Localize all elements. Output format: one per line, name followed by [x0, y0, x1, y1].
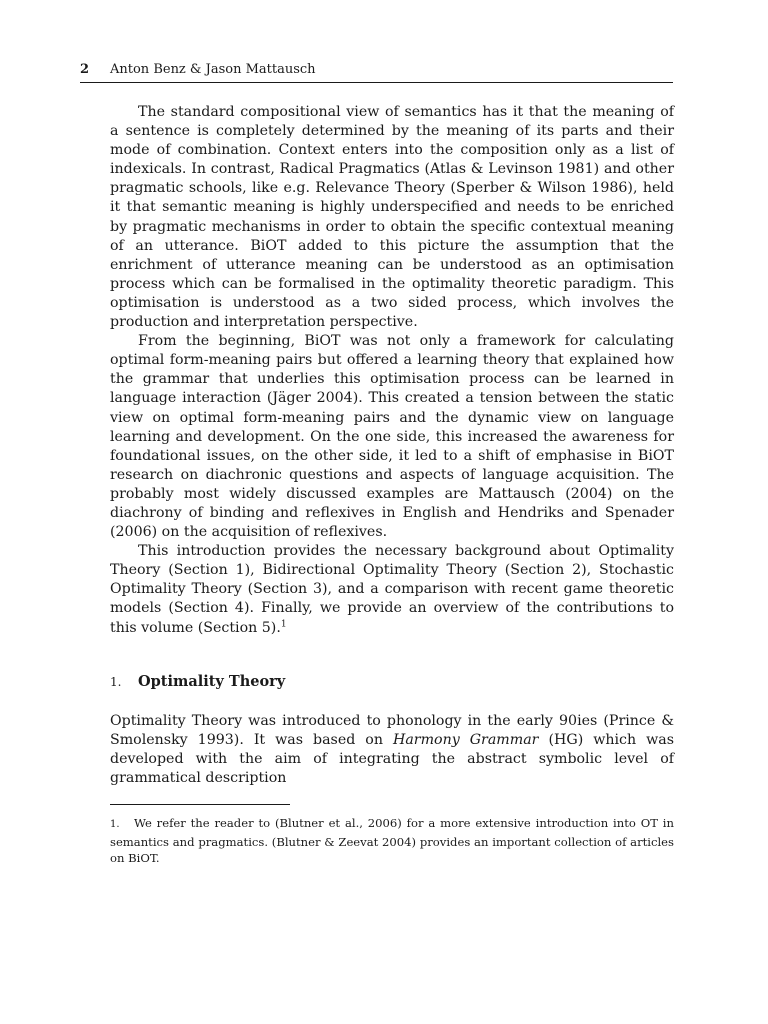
section-text-start: Optimality Theory was introduced to phonology in the early 90ies (Prince & Smolensky 1993). It was based on	[110, 713, 674, 749]
section-title: Optimality Theory	[138, 673, 286, 690]
section-number: 1.	[110, 675, 122, 689]
paragraph-3	[110, 542, 674, 637]
running-head	[80, 60, 673, 83]
section-body	[110, 712, 674, 788]
page-number: 2	[80, 62, 90, 77]
footnote-text: We refer the reader to (Blutner et al., 2006) for a more extensive introduction into OT in semantics and pragmatics. (Blutner & Zeevat 2004) provides an important collection of articles on BiOT.	[110, 816, 674, 865]
footnote-reference[interactable]: 1	[280, 618, 287, 629]
running-head-authors: Anton Benz & Jason Mattausch	[110, 62, 316, 77]
section-text-end: (HG) which was developed with the aim of integrating the abstract symbolic level of grammatical description	[110, 732, 674, 787]
body-text	[110, 103, 674, 638]
section-heading	[110, 672, 674, 692]
footnote-rule	[110, 804, 290, 805]
paragraph-3-text: This introduction provides the necessary background about Optimality Theory (Section 1), Bidirectional Optimality Theory (Section 2), Stochastic Optimality Theory (Section 3), and a comparison with recent game theoretic models (Section 4). Finally, we provide an overview of the contributions to this volume (Section 5).	[110, 543, 674, 636]
italic-term: Harmony Grammar	[392, 732, 539, 749]
footnote-number: 1.	[110, 819, 120, 830]
paragraph-2: From the beginning, BiOT was not only a framework for calculating optimal form-meaning pairs but offered a learning theory that explained how the grammar that underlies this optimisation process can be learned in language interaction (Jäger 2004). This created a tension between the static view on optimal form-meaning pairs and the dynamic view on language learning and development. On the one side, this increased the awareness for foundational issues, on the other side, it led to a shift of emphasise in BiOT research on diachronic questions and aspects of language acquisition. The probably most widely discussed examples are Mattausch (2004) on the diachrony of binding and reflexives in English and Hendriks and Spenader (2006) on the acquisition of reflexives.	[110, 333, 674, 541]
footnote	[110, 815, 674, 867]
paragraph-1: The standard compositional view of semantics has it that the meaning of a sentence is completely determined by the meaning of its parts and their mode of combination. Context enters into the composition only as a list of indexicals. In contrast, Radical Pragmatics (Atlas & Levinson 1981) and other pragmatic schools, like e.g. Relevance Theory (Sperber & Wilson 1986), held it that semantic meaning is highly underspecified and needs to be enriched by pragmatic mechanisms in order to obtain the specific contextual meaning of an utterance. BiOT added to this picture the assumption that the enrichment of utterance meaning can be understood as an optimisation process which can be formalised in the optimality theoretic paradigm. This optimisation is understood as a two sided process, which involves the production and interpretation perspective.	[110, 104, 674, 331]
section-paragraph	[110, 712, 674, 788]
